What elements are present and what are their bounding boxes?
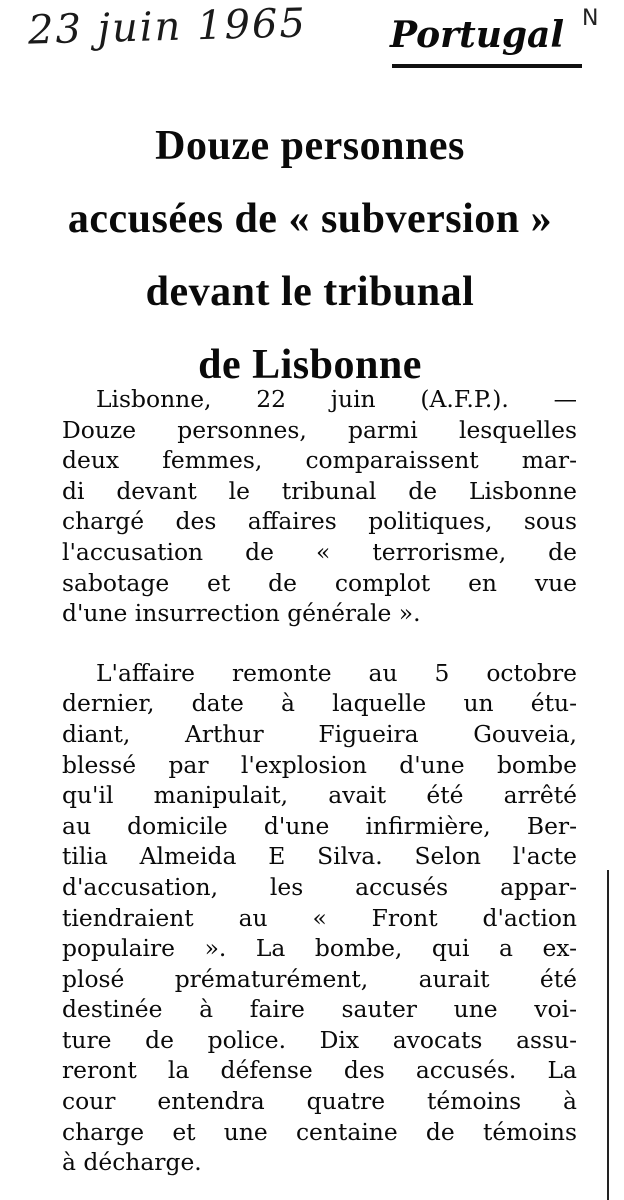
text-line: charge et une centaine de témoins	[62, 1117, 577, 1146]
text-line: blessé par l'explosion d'une bombe	[62, 750, 577, 779]
headline-line: de Lisbonne	[198, 342, 422, 388]
text-line: L'affaire remonte au 5 octobre	[96, 658, 577, 687]
headline-line: accusées de « subversion »	[67, 196, 553, 242]
text-line: plosé prématurément, aurait été	[62, 964, 577, 993]
text-line: tiendraient au « Front d'action	[62, 903, 577, 932]
text-line: diant, Arthur Figueira Gouveia,	[62, 719, 577, 748]
text-line: populaire ». La bombe, qui a ex-	[62, 934, 577, 963]
paragraph-2	[62, 658, 577, 1178]
headline	[20, 110, 600, 402]
text-line: tilia Almeida E Silva. Selon l'acte	[62, 842, 577, 871]
article-body	[62, 384, 577, 1178]
handwritten-date: 23 juin 1965	[27, 0, 308, 54]
text-line: Douze personnes, parmi lesquelles	[62, 415, 577, 444]
text-line: dernier, date à laquelle un étu-	[62, 689, 577, 718]
text-line: di devant le tribunal de Lisbonne	[62, 476, 577, 505]
paragraph-spacer	[62, 629, 577, 658]
text-line: reront la défense des accusés. La	[62, 1056, 577, 1085]
text-line: d'une insurrection générale ».	[62, 599, 421, 628]
text-line: à décharge.	[62, 1148, 202, 1177]
text-line: chargé des affaires politiques, sous	[62, 507, 577, 536]
text-line: qu'il manipulait, avait été arrêté	[62, 781, 577, 810]
clipping-edge-line	[607, 870, 609, 1200]
text-line: l'accusation de « terrorisme, de	[62, 537, 577, 566]
text-line: ture de police. Dix avocats assu-	[62, 1025, 577, 1054]
text-line: Lisbonne, 22 juin (A.F.P.). —	[96, 385, 577, 413]
text-line: d'accusation, les accusés appar-	[62, 872, 577, 901]
corner-mark: N	[582, 6, 599, 31]
section-label: Portugal	[390, 14, 565, 56]
text-line: au domicile d'une infirmière, Ber-	[62, 811, 577, 840]
headline-line: Douze personnes	[155, 123, 465, 169]
section-underline	[392, 64, 582, 68]
text-line: destinée à faire sauter une voi-	[62, 995, 577, 1024]
text-line: cour entendra quatre témoins à	[62, 1087, 577, 1116]
text-line: sabotage et de complot en vue	[62, 568, 577, 597]
text-line: deux femmes, comparaissent mar-	[62, 446, 577, 475]
paragraph-1	[62, 384, 577, 629]
headline-line: devant le tribunal	[145, 269, 475, 315]
